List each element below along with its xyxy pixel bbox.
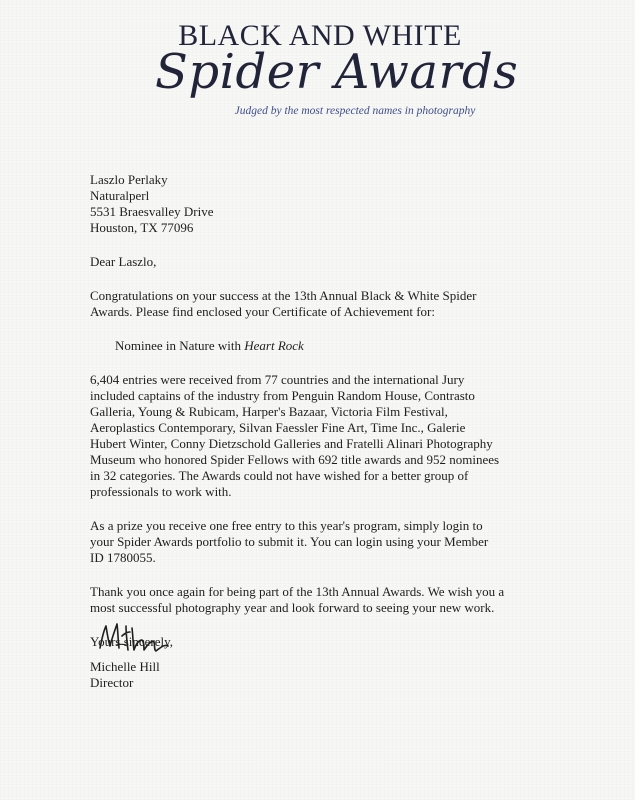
congratulations-paragraph: Congratulations on your success at the 13th Annual Black & White Spider Awards. Please find enclosed your Certificate of Achievement for: (90, 288, 477, 319)
logo-tagline: Judged by the most respected names in photography (234, 105, 476, 117)
recipient-company: Naturalperl (90, 188, 150, 203)
salutation: Dear Laszlo, (90, 254, 157, 269)
letter-body (90, 172, 580, 650)
recipient-address (90, 172, 580, 236)
nominee-title: Heart Rock (244, 338, 304, 353)
recipient-name: Laszlo Perlaky (90, 172, 168, 187)
nominee-prefix: Nominee in Nature with (115, 338, 245, 353)
signer-title: Director (90, 675, 134, 690)
prize-paragraph: As a prize you receive one free entry to this year's program, simply login to your Spider Awards portfolio to submit it. You can login using your Member ID 1780055. (90, 518, 489, 565)
recipient-street: 5531 Braesvalley Drive (90, 204, 214, 219)
signer-name: Michelle Hill (90, 659, 160, 674)
nominee-line (90, 338, 580, 354)
signer-block (90, 659, 160, 691)
thanks-paragraph: Thank you once again for being part of the 13th Annual Awards. We wish you a most successful photography year and look forward to seeing your new work. (90, 584, 505, 615)
logo-brand-line2: Spider Awards (155, 44, 519, 100)
entries-paragraph: 6,404 entries were received from 77 countries and the international Jury included captains of the industry from Penguin Random House, Contrasto Galleria, Young & Rubicam, Harper's Bazaar, Victoria Film Festival, Aeroplastics Contemporary, Silvan Faessler Fine Art, Time Inc., Galerie Hubert Winter, Conny Dietzschold Galleries and Fratelli Alinari Photography Museum who honored Spider Fellows with 692 title awards and 952 nominees in 32 categories. The Awards could not have wished for a better group of professionals to work with. (90, 372, 500, 499)
logo-brand-line1: BLACK AND WHITE (178, 19, 462, 52)
closing: Yours sincerely, (90, 634, 174, 649)
recipient-city: Houston, TX 77096 (90, 220, 194, 235)
signature-image (96, 618, 186, 658)
